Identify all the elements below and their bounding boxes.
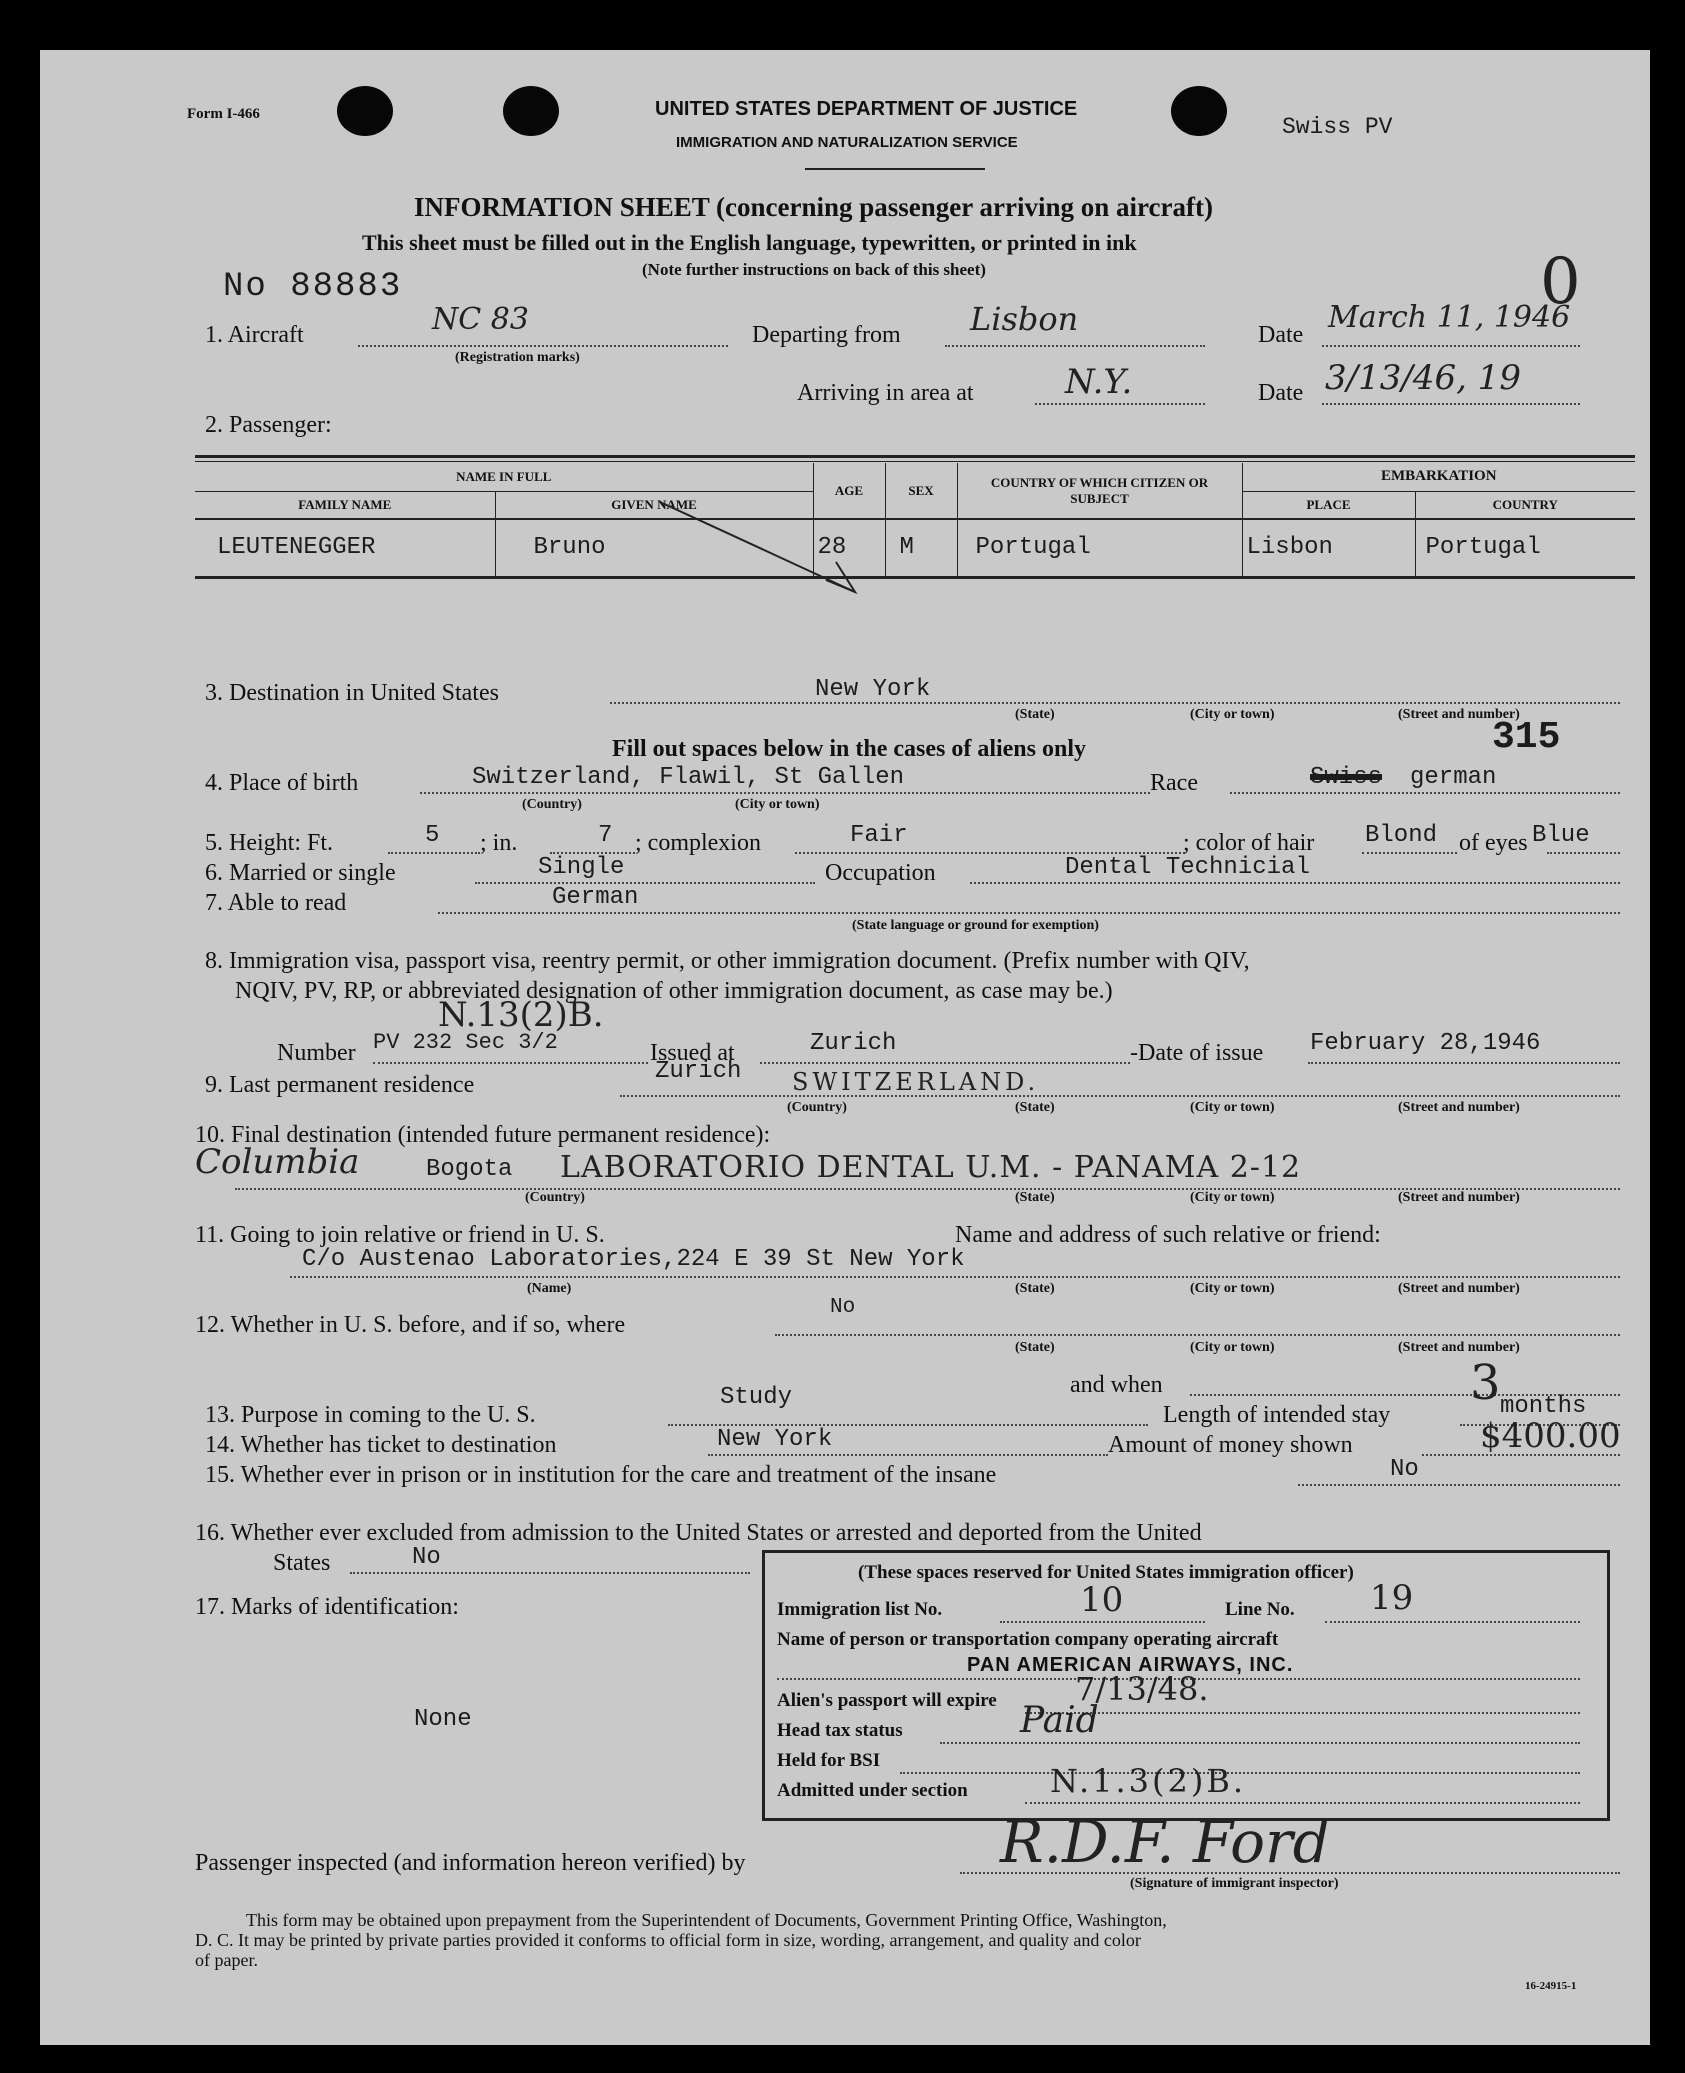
departure-date-label: Date <box>1258 322 1304 348</box>
department-name: UNITED STATES DEPARTMENT OF JUSTICE <box>655 98 1078 120</box>
punch-hole-right <box>1171 86 1227 136</box>
previous-visit-street-caption: (Street and number) <box>1398 1340 1520 1355</box>
issue-date-label: -Date of issue <box>1130 1040 1264 1066</box>
inspector-signature: R.D.F. Ford <box>1000 1808 1330 1876</box>
admitted-section-value: N.1.3(2)B. <box>1050 1762 1247 1800</box>
stay-length-unit: months <box>1500 1393 1587 1420</box>
document-number-value: PV 232 Sec 3/2 <box>373 1030 558 1055</box>
relative-street-caption: (Street and number) <box>1398 1281 1520 1296</box>
circle-mark: 0 <box>1540 245 1581 319</box>
complexion-label: ; complexion <box>635 830 761 856</box>
previous-visit-state-caption: (State) <box>1015 1340 1055 1355</box>
residence-label: 9. Last permanent residence <box>205 1072 475 1098</box>
head-tax-label: Head tax status <box>777 1720 903 1741</box>
prison-label: 15. Whether ever in prison or in institution for the care and treatment of the insane <box>205 1462 997 1488</box>
citizenship-header: COUNTRY OF WHICH CITIZEN OR SUBJECT <box>957 463 1242 519</box>
purpose-value: Study <box>720 1384 793 1411</box>
embarkation-header: EMBARKATION <box>1242 463 1635 491</box>
arriving-label: Arriving in area at <box>797 380 974 406</box>
document-number-line <box>373 1062 648 1064</box>
serial-number: No 88883 <box>223 268 403 306</box>
table-top-rule <box>195 455 1635 462</box>
relative-state-caption: (State) <box>1015 1281 1055 1296</box>
age-header: AGE <box>813 463 885 519</box>
prison-line <box>1298 1484 1620 1486</box>
passport-expiry-label: Alien's passport will expire <box>777 1690 997 1711</box>
document-number-label: Number <box>277 1040 356 1066</box>
excluded-value: No <box>412 1544 441 1571</box>
admitted-section-line <box>1025 1802 1580 1804</box>
marital-status-line <box>475 882 815 884</box>
language-caption: (State language or ground for exemption) <box>852 918 1099 933</box>
admitted-section-label: Admitted under section <box>777 1780 968 1801</box>
marital-status-value: Single <box>538 854 625 881</box>
height-inch-value: 7 <box>598 822 613 849</box>
arriving-line <box>1035 403 1205 405</box>
document-line-1: 8. Immigration visa, passport visa, reentry permit, or other immigration document. (Prefix number with QIV, <box>205 948 1250 974</box>
race-value: german <box>1410 764 1497 791</box>
emb-country-header: COUNTRY <box>1492 496 1558 512</box>
departing-line <box>945 345 1205 347</box>
family-name-header: FAMILY NAME <box>195 491 495 519</box>
document-line-2: NQIV, PV, RP, or abbreviated designation of other immigration document, as case may be.) <box>235 978 1113 1004</box>
money-label: Amount of money shown <box>1108 1432 1353 1458</box>
birthplace-value: Switzerland, Flawil, St Gallen <box>472 764 905 791</box>
final-destination-state-caption: (State) <box>1015 1190 1055 1205</box>
ticket-value: New York <box>717 1426 833 1453</box>
document-sheet <box>40 50 1650 2045</box>
final-destination-country-caption: (Country) <box>525 1190 585 1205</box>
footer-line-3: of paper. <box>195 1950 258 1970</box>
header-rule <box>805 168 985 170</box>
excluded-line-2: States <box>273 1550 331 1576</box>
arriving-value: N.Y. <box>1065 362 1133 402</box>
excluded-line <box>350 1572 750 1574</box>
passenger-table <box>195 463 1635 579</box>
purpose-label: 13. Purpose in coming to the U. S. <box>205 1402 536 1428</box>
ticket-line <box>708 1454 1108 1456</box>
eye-color-value: Blue <box>1532 822 1590 849</box>
residence-country-caption: (Country) <box>787 1100 847 1115</box>
given-name-header: GIVEN NAME <box>495 491 813 519</box>
form-number: Form I-466 <box>187 106 260 122</box>
language-label: 7. Able to read <box>205 890 347 916</box>
name-in-full-header: NAME IN FULL <box>195 463 813 491</box>
head-tax-value: Paid <box>1020 1700 1099 1741</box>
given-name-cell: Bruno <box>495 519 813 577</box>
identification-value: None <box>414 1706 472 1733</box>
destination-state-caption: (State) <box>1015 707 1055 722</box>
marital-status-label: 6. Married or single <box>205 860 396 886</box>
birthplace-line <box>420 792 1150 794</box>
form-instruction: This sheet must be filled out in the English language, typewritten, or printed in ink <box>362 230 1137 255</box>
excluded-line-1: 16. Whether ever excluded from admission to the United States or arrested and deported from the United <box>195 1520 1202 1546</box>
height-feet-line <box>388 852 480 854</box>
final-destination-city-caption: (City or town) <box>1190 1190 1275 1205</box>
aircraft-label: 1. Aircraft <box>205 322 304 348</box>
occupation-line <box>970 882 1620 884</box>
final-destination-street-caption: (Street and number) <box>1398 1190 1520 1205</box>
race-struck-value: Swiss <box>1310 764 1383 791</box>
line-number-line <box>1325 1621 1580 1623</box>
relative-name-caption: (Name) <box>527 1281 572 1296</box>
occupation-value: Dental Technicial <box>1065 854 1310 881</box>
destination-number-mark: 315 <box>1492 716 1561 759</box>
aliens-only-heading: Fill out spaces below in the cases of aliens only <box>612 736 1087 762</box>
immigration-list-label: Immigration list No. <box>777 1599 943 1620</box>
birthplace-city-caption: (City or town) <box>735 797 820 812</box>
arrival-date-label: Date <box>1258 380 1304 406</box>
final-destination-city: Bogota <box>426 1156 513 1183</box>
officer-box-title: (These spaces reserved for United States immigration officer) <box>858 1562 1354 1583</box>
departing-value: Lisbon <box>970 300 1079 338</box>
issued-at-line <box>760 1062 1130 1064</box>
age-cell: 28 <box>813 519 885 577</box>
inspection-label: Passenger inspected (and information hereon verified) by <box>195 1850 746 1876</box>
language-line <box>438 912 1620 914</box>
print-code: 16-24915-1 <box>1525 1980 1577 1992</box>
line-number-label: Line No. <box>1225 1599 1295 1620</box>
company-value: PAN AMERICAN AIRWAYS, INC. <box>967 1654 1294 1676</box>
line-number-value: 19 <box>1370 1578 1414 1618</box>
issued-at-label: Issued at <box>650 1040 735 1066</box>
ticket-label: 14. Whether has ticket to destination <box>205 1432 557 1458</box>
family-name-cell: LEUTENEGGER <box>195 519 495 577</box>
issued-at-value: Zurich <box>810 1030 897 1057</box>
punch-hole-left <box>337 86 393 136</box>
complexion-value: Fair <box>850 822 908 849</box>
citizenship-cell: Portugal <box>957 519 1242 577</box>
relative-city-caption: (City or town) <box>1190 1281 1275 1296</box>
aircraft-value: NC 83 <box>432 302 529 337</box>
form-note: (Note further instructions on back of this sheet) <box>642 260 986 279</box>
footer-line-1: This form may be obtained upon prepayment from the Superintendent of Documents, Government Printing Office, Washington, <box>246 1910 1167 1930</box>
aircraft-line <box>358 345 728 347</box>
destination-value: New York <box>815 676 931 703</box>
destination-street-caption: (Street and number) <box>1398 707 1520 722</box>
stay-length-label: Length of intended stay <box>1163 1402 1391 1428</box>
residence-handwritten: SWITZERLAND. <box>792 1068 1040 1096</box>
final-destination-label: 10. Final destination (intended future permanent residence): <box>195 1122 771 1148</box>
issue-date-line <box>1308 1062 1620 1064</box>
money-value: $400.00 <box>1480 1416 1621 1456</box>
residence-value: Zurich <box>655 1058 742 1085</box>
previous-visit-label: 12. Whether in U. S. before, and if so, where <box>195 1312 626 1338</box>
company-label: Name of person or transportation company operating aircraft <box>777 1629 1279 1650</box>
residence-city-caption: (City or town) <box>1190 1100 1275 1115</box>
height-feet-value: 5 <box>425 822 440 849</box>
previous-visit-city-caption: (City or town) <box>1190 1340 1275 1355</box>
race-label: Race <box>1150 770 1198 796</box>
residence-line <box>620 1095 1620 1097</box>
destination-city-caption: (City or town) <box>1190 707 1275 722</box>
relative-value: C/o Austenao Laboratories,224 E 39 St New York <box>302 1246 965 1273</box>
immigration-list-value: 10 <box>1080 1580 1124 1620</box>
given-name-strike <box>650 500 870 600</box>
place-header: PLACE <box>1242 491 1415 519</box>
service-name: IMMIGRATION AND NATURALIZATION SERVICE <box>676 134 1018 151</box>
arrival-date-line <box>1322 403 1580 405</box>
sex-header: SEX <box>885 463 957 519</box>
punch-hole-middle <box>503 86 559 136</box>
occupation-label: Occupation <box>825 860 936 886</box>
inspector-signature-caption: (Signature of immigrant inspector) <box>1130 1876 1339 1891</box>
passport-expiry-value: 7/13/48. <box>1075 1670 1209 1708</box>
eye-color-line <box>1547 852 1620 854</box>
issue-date-value: February 28,1946 <box>1310 1030 1541 1057</box>
language-value: German <box>552 884 639 911</box>
arrival-date-value: 3/13/46, 19 <box>1325 358 1521 398</box>
final-destination-country: Columbia <box>195 1142 360 1182</box>
identification-label: 17. Marks of identification: <box>195 1594 459 1620</box>
birthplace-country-caption: (Country) <box>522 797 582 812</box>
head-tax-line <box>940 1742 1580 1744</box>
place-cell: Lisbon <box>1242 519 1415 577</box>
visa-type-note: Swiss PV <box>1282 114 1393 140</box>
footer-line-2: D. C. It may be printed by private parties provided it conforms to official form in size, wording, arrangement, and quality and color <box>195 1930 1141 1950</box>
relative-line <box>290 1276 1620 1278</box>
birthplace-label: 4. Place of birth <box>205 770 359 796</box>
height-feet-label: 5. Height: Ft. <box>205 830 334 856</box>
bsi-label: Held for BSI <box>777 1750 881 1771</box>
race-line <box>1230 792 1620 794</box>
emb-country-cell: Portugal <box>1425 534 1541 562</box>
departing-label: Departing from <box>752 322 901 348</box>
join-relative-label: 11. Going to join relative or friend in U. S. <box>195 1222 605 1248</box>
destination-label: 3. Destination in United States <box>205 680 499 706</box>
residence-street-caption: (Street and number) <box>1398 1100 1520 1115</box>
departure-date-value: March 11, 1946 <box>1328 300 1571 335</box>
relative-address-label: Name and address of such relative or friend: <box>955 1222 1381 1248</box>
sex-cell: M <box>885 519 957 577</box>
previous-visit-when-label: and when <box>1070 1372 1163 1398</box>
form-title: INFORMATION SHEET (concerning passenger arriving on aircraft) <box>414 192 1213 222</box>
destination-line <box>610 702 1620 704</box>
previous-visit-value: No <box>830 1296 856 1319</box>
prison-value: No <box>1390 1456 1419 1483</box>
residence-state-caption: (State) <box>1015 1100 1055 1115</box>
passenger-label: 2. Passenger: <box>205 412 332 438</box>
stay-length-number: 3 <box>1470 1355 1501 1411</box>
eye-color-label: of eyes <box>1459 830 1528 856</box>
height-inch-label: ; in. <box>480 830 518 856</box>
hair-color-line <box>1362 852 1457 854</box>
previous-visit-line <box>775 1334 1620 1336</box>
departure-date-line <box>1322 345 1580 347</box>
document-handwritten: N.13(2)B. <box>438 995 604 1035</box>
immigration-list-line <box>1000 1621 1205 1623</box>
final-destination-address: LABORATORIO DENTAL U.M. - PANAMA 2-12 <box>560 1150 1302 1185</box>
hair-color-value: Blond <box>1365 822 1438 849</box>
registration-marks-caption: (Registration marks) <box>455 350 580 365</box>
passport-expiry-line <box>1025 1712 1580 1714</box>
hair-color-label: ; color of hair <box>1183 830 1315 856</box>
